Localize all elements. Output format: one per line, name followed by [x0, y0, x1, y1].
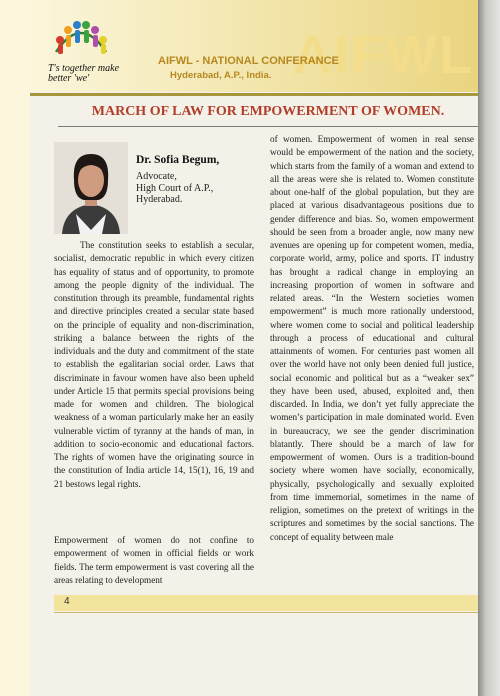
article-title: MARCH OF LAW FOR EMPOWERMENT OF WOMEN.: [91, 104, 445, 119]
conference-title: AIFWL - NATIONAL CONFERANCE: [158, 55, 339, 67]
author-photo: [54, 142, 128, 234]
footer-band: [54, 595, 478, 611]
conference-place: Hyderabad, A.P., India.: [170, 70, 272, 81]
body-paragraph-2: Empowerment of women do not confine to empowerment of women in official fields or work fields. The term empowerment is vast covering all the areas relating to development: [54, 535, 254, 585]
page-number: 4: [64, 596, 70, 607]
body-paragraph-1: The constitution seeks to establish a secular, socialist, democratic republic in which every citizen has equality of status and of opportunity, to promote among the people dignity of the individual. The constitution through its preamble, fundamental rights and directive principles created a secular state based on the principle of equality and non-discrimination, striking a balance between the rights of the individuals and the duty and commitment of the state to establish the egalitarian social order. Laws that discriminate in favour women have also been upheld under Article 15 that permits special provisions being made for women and children. The biological weakness of a woman particularly make her an easily vulnerable victim of tyranny at the hands of man, in addition to socio-economic and educational factors. The rights of women have the originating source in the constitution of India article 14, 15(1), 16, 19 and 21 bestows legal rights.: [54, 240, 254, 489]
logo-tagline: T's together make better 'we': [48, 63, 120, 84]
author-name: Dr. Sofia Begum,: [136, 154, 220, 166]
footer-divider: [54, 612, 478, 613]
book-spine-shadow: [478, 0, 500, 696]
title-divider: [58, 126, 478, 127]
header-divider: [30, 93, 478, 96]
left-margin-band: [0, 0, 30, 696]
header-watermark: AIFWL: [293, 25, 474, 85]
conference-logo-icon: [50, 16, 112, 58]
author-designation: Advocate, High Court of A.P., Hyderabad.: [136, 171, 214, 205]
body-column-2: of women. Empowerment of women in real sense would be empowerment of the nation and the society, which starts from the family of a woman and extend to all the areas were she is related to. Women constitute about one-half of the global population, but they are placed at various disadvantageous positions due to gender difference and bias. So, women empowerment should be seen from a broader angle, now many new avenues are opening up for competent women, media, corporate world, army, police and sports. IT industry has brought a radical change in employing an increasing proportion of women in software and related areas. “In the Western societies women empowerment” is much more rationally understood, where women come to social and political leadership through a process of educational and cultural attainments of women. For centuries past women all over the world have not only been denied full justice, social economic and political but as a “weaker sex” they have been used, abused, exploited and, then discarded. In India, we don’t yet fully appreciate the women’s participation in male dominated world. Even in bureaucracy, we see the gender discrimination blatantly. There should be a march of law for empowerment of women. Ours is a tradition-bound society where women have socially, economically, physically, psychologically and sexually exploited from time immemorial, sometimes in the name of religion, sometimes on the pretext of writings in the scriptures and sometimes by the social sanctions. The concept of equality between male: [270, 134, 474, 542]
